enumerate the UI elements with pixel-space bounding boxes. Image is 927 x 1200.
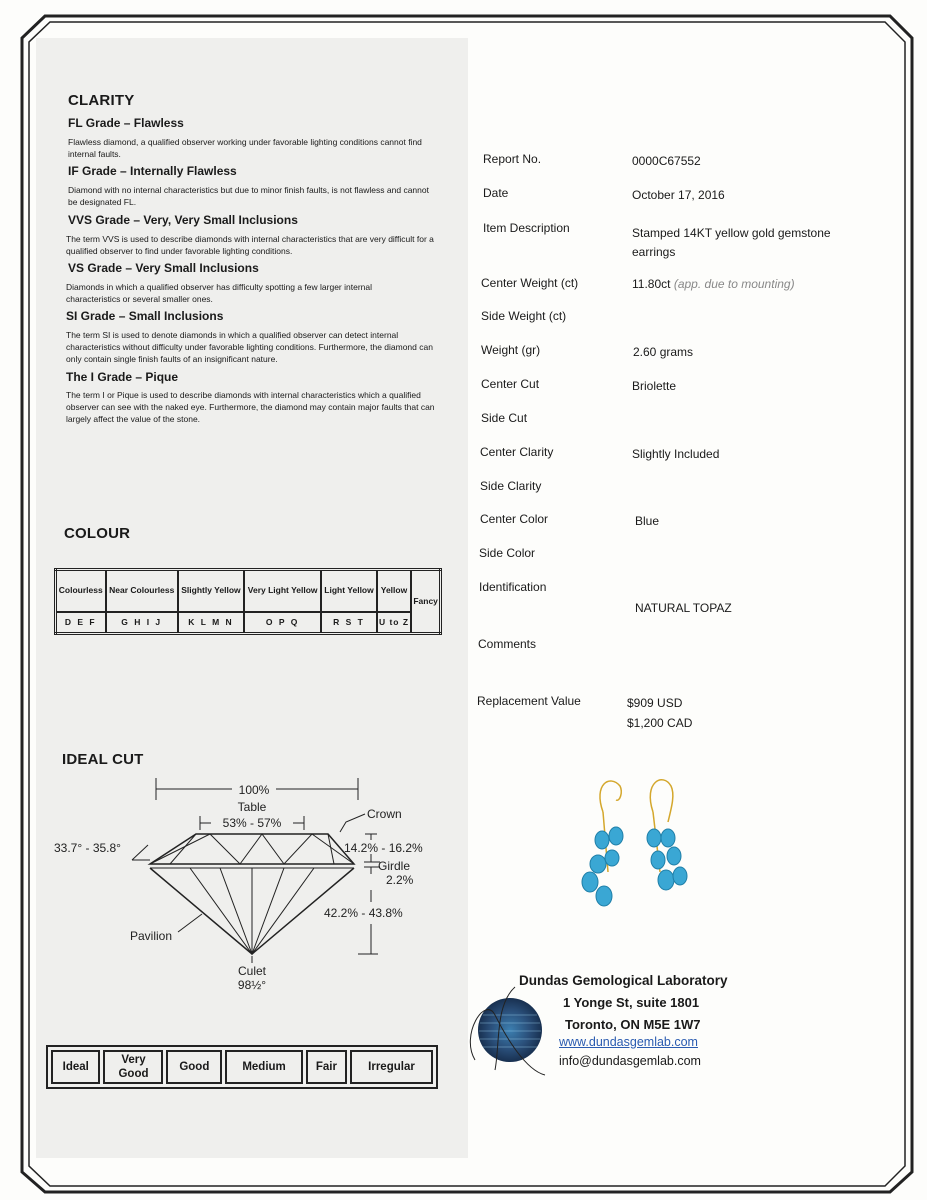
colour-grades: G H I J xyxy=(106,612,178,634)
lab-address-2: Toronto, ON M5E 1W7 xyxy=(565,1017,701,1032)
colour-grades: R S T xyxy=(321,612,376,634)
clarity-grade-text: Flawless diamond, a qualified observer working under favorable lighting conditions cannot find internal faults. xyxy=(68,137,422,159)
clarity-grade-heading: SI Grade – Small Inclusions xyxy=(66,309,224,323)
colour-grades: D E F xyxy=(56,612,106,634)
cut-grade-cell: Irregular xyxy=(350,1050,433,1084)
culet-label: Culet xyxy=(237,964,267,978)
pavilion-label: Pavilion xyxy=(130,929,173,943)
table-label: Table xyxy=(237,800,267,814)
culet-angle-label: 98½° xyxy=(237,978,267,992)
colour-name: Colourless xyxy=(56,570,106,612)
report-label: Comments xyxy=(478,637,537,651)
report-value: Stamped 14KT yellow gold gemstone earrings xyxy=(632,226,831,259)
girdle-label: Girdle xyxy=(378,859,411,873)
colour-name: Fancy xyxy=(411,570,440,634)
clarity-grade-text: Diamond with no internal characteristics but due to minor finish faults, is not flawless and cannot be designated FL. xyxy=(68,185,429,207)
colour-name: Slightly Yellow xyxy=(178,570,244,612)
report-label: Item Description xyxy=(483,221,570,235)
report-value: Slightly Included xyxy=(632,447,720,461)
crown-label: Crown xyxy=(367,807,402,821)
report-label: Weight (gr) xyxy=(481,343,541,357)
center-weight-value xyxy=(632,277,795,291)
cut-grade-cell: Very Good xyxy=(103,1050,163,1084)
cut-grade-cell: Medium xyxy=(225,1050,303,1084)
cut-grade-table xyxy=(46,1045,438,1089)
clarity-title: CLARITY xyxy=(68,92,135,109)
report-label: Side Color xyxy=(479,546,536,560)
crown-angle-label: 33.7° - 35.8° xyxy=(54,841,121,855)
lab-address-1: 1 Yonge St, suite 1801 xyxy=(563,995,700,1010)
report-label: Report No. xyxy=(483,152,542,166)
colour-name: Very Light Yellow xyxy=(244,570,321,612)
report-value: 2.60 grams xyxy=(633,345,694,359)
report-label: Center Clarity xyxy=(480,445,554,459)
clarity-grade-text: The term VVS is used to describe diamonds with internal characteristics that are very difficult for a qualified observer to find under favorable lighting conditions. xyxy=(66,234,434,256)
total-label: 100% xyxy=(238,783,270,797)
colour-grades: O P Q xyxy=(244,612,321,634)
replacement-usd: $909 USD xyxy=(627,696,683,710)
report-value: 11.80ct xyxy=(632,277,671,291)
report-number: 0000C67552 xyxy=(632,154,701,168)
colour-name: Yellow xyxy=(377,570,412,612)
lab-name: Dundas Gemological Laboratory xyxy=(519,973,728,988)
report-value: Briolette xyxy=(632,379,677,393)
report-label: Center Color xyxy=(480,512,549,526)
ideal-cut-title: IDEAL CUT xyxy=(62,751,144,768)
clarity-grade-heading: IF Grade – Internally Flawless xyxy=(68,164,237,178)
cut-grade-cell: Ideal xyxy=(51,1050,100,1084)
report-label: Center Cut xyxy=(481,377,540,391)
replacement-label: Replacement Value xyxy=(477,694,581,708)
report-value: Blue xyxy=(635,514,660,528)
colour-grades: U to Z xyxy=(377,612,412,634)
lab-email: info@dundasgemlab.com xyxy=(559,1054,701,1068)
report-label: Side Cut xyxy=(481,411,528,425)
crown-pct-label: 14.2% - 16.2% xyxy=(344,841,423,855)
cut-grade-cell: Good xyxy=(166,1050,222,1084)
clarity-grade-heading: VS Grade – Very Small Inclusions xyxy=(68,261,259,275)
clarity-grade-heading: The I Grade – Pique xyxy=(66,370,179,384)
report-label: Date xyxy=(483,186,509,200)
colour-title: COLOUR xyxy=(64,525,131,542)
table-pct-label: 53% - 57% xyxy=(222,816,282,830)
ideal-cut-diagram xyxy=(40,770,460,995)
clarity-grade-heading: FL Grade – Flawless xyxy=(68,116,184,130)
clarity-grade-heading: VVS Grade – Very, Very Small Inclusions xyxy=(68,213,298,227)
earrings-photo xyxy=(568,772,708,922)
lab-website-link[interactable]: www.dundasgemlab.com xyxy=(559,1035,698,1049)
clarity-grade-text: The term I or Pique is used to describe diamonds with internal characteristics which a qualified observer can see with the naked eye. Furthermore, the diamond may contain major faults that can largely affect the value of the stone. xyxy=(66,390,435,424)
clarity-grade-text: Diamonds in which a qualified observer has difficulty spotting a few larger internal characteristics or several smaller ones. xyxy=(66,282,373,304)
replacement-cad: $1,200 CAD xyxy=(627,716,693,730)
report-value: NATURAL TOPAZ xyxy=(635,601,732,615)
report-value: October 17, 2016 xyxy=(632,188,725,202)
report-label: Center Weight (ct) xyxy=(481,276,579,290)
pavilion-pct-label: 42.2% - 43.8% xyxy=(324,906,403,920)
girdle-pct-label: 2.2% xyxy=(386,873,414,887)
colour-grades: K L M N xyxy=(178,612,244,634)
report-label: Identification xyxy=(479,580,547,594)
colour-name: Light Yellow xyxy=(321,570,376,612)
report-label: Side Clarity xyxy=(480,479,542,493)
hologram-seal xyxy=(455,975,565,1085)
colour-scale-table xyxy=(54,568,442,635)
report-label: Side Weight (ct) xyxy=(481,309,567,323)
clarity-grade-text: The term SI is used to denote diamonds in which a qualified observer can detect internal characteristics without difficulty under favorable lighting conditions. Furthermore, the diamond can only contain single finish faults of an insignificant nature. xyxy=(66,330,433,364)
weight-note: (app. due to mounting) xyxy=(673,277,795,291)
cut-grade-cell: Fair xyxy=(306,1050,347,1084)
colour-name: Near Colourless xyxy=(106,570,178,612)
